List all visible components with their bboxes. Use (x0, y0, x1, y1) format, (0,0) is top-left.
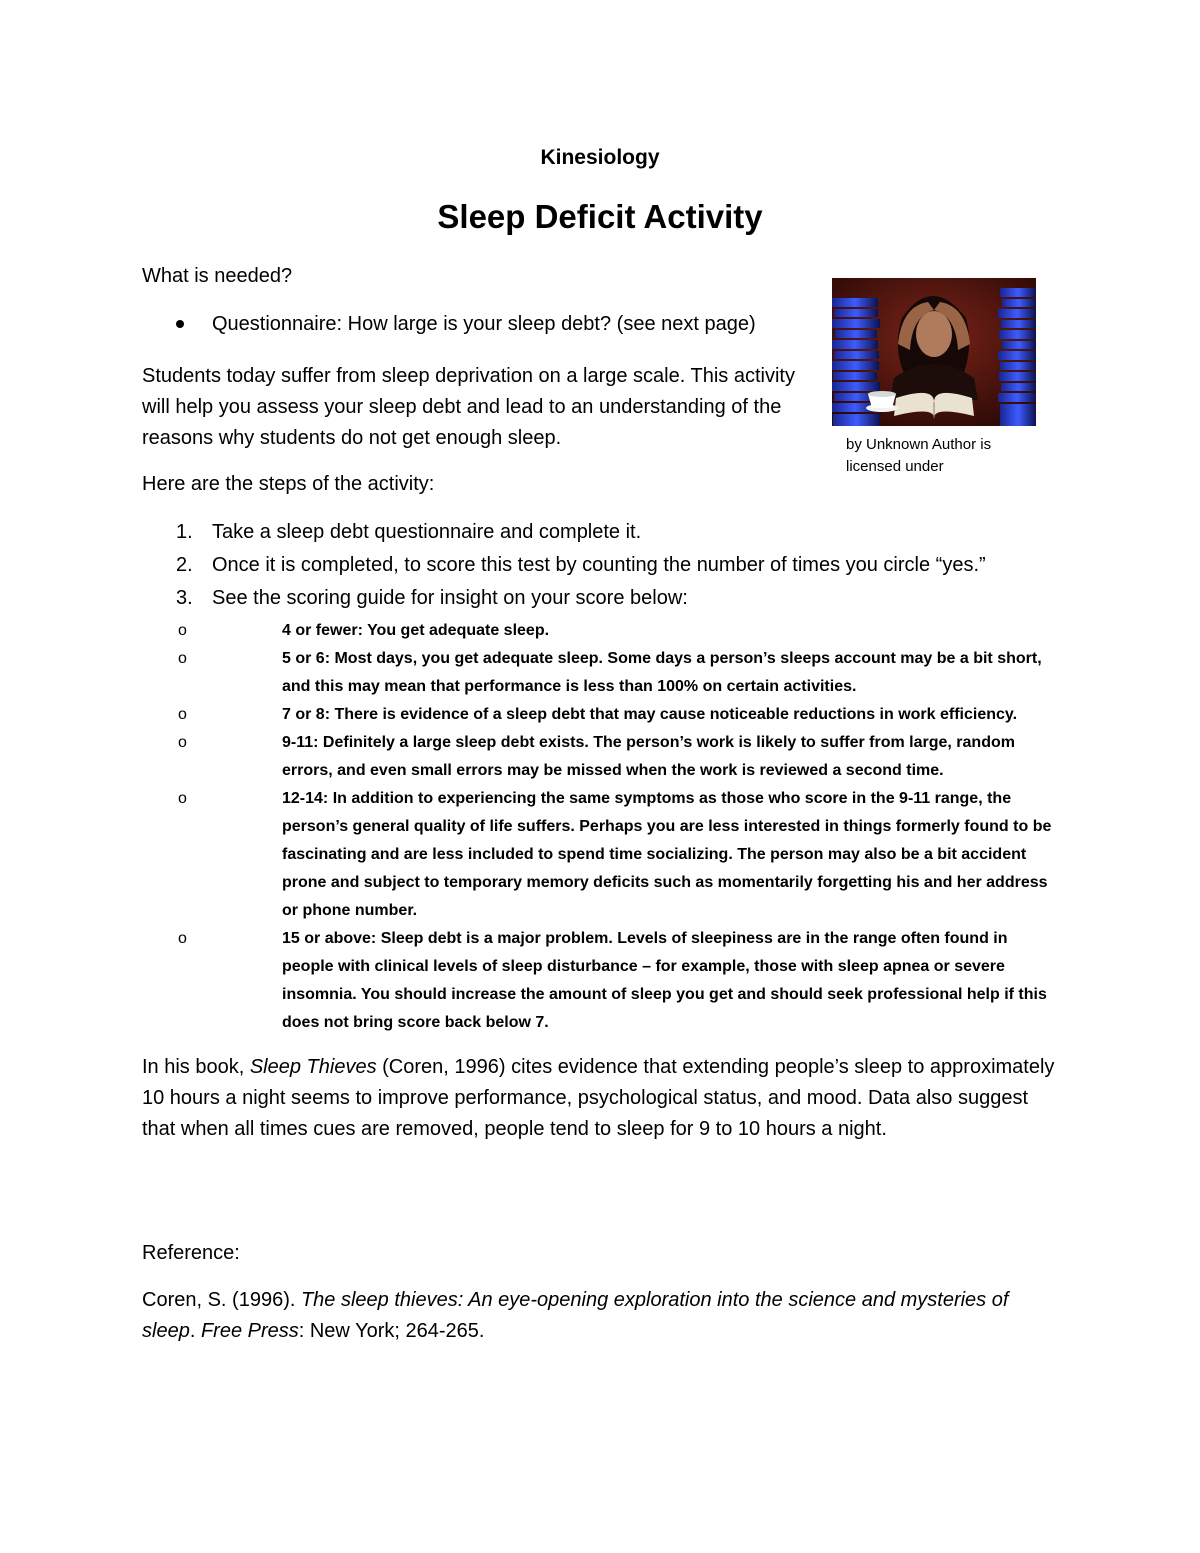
list-item (178, 925, 1058, 1037)
scoring-text: 7 or 8: There is evidence of a sleep debt that may cause noticeable reductions in work efficiency. (282, 706, 1018, 723)
circle-bullet-icon: o (178, 790, 187, 807)
needed-list (142, 309, 756, 340)
subject-heading: Kinesiology (540, 146, 660, 169)
ref-publisher: Free Press (200, 1320, 299, 1342)
scoring-guide-list (178, 617, 1062, 1037)
scoring-text: 4 or fewer: You get adequate sleep. (282, 622, 550, 639)
needed-heading: What is needed? (142, 265, 293, 287)
scoring-text: 12-14: In addition to experiencing the same symptoms as those who score in the 9-11 range, the person’s general quality of life suffers. Perhaps you are less interested in things formerly found to be fascinating and are less included to spend time socializing. The person may also be a bit accident prone and subject to temporary memory deficits such as momentarily forgetting his and her address or phone number. (282, 790, 1052, 919)
circle-bullet-icon: o (178, 706, 187, 723)
ref-rest: : New York; 264-265. (298, 1320, 485, 1342)
scoring-text: 5 or 6: Most days, you get adequate sleep. Some days a person’s sleeps account may be a bit short, and this may mean that performance is less than 100% on certain activities. (282, 650, 1042, 695)
coren-text-pre: In his book, (142, 1056, 250, 1078)
list-item (142, 582, 1062, 1037)
step-text: See the scoring guide for insight on your score below: (212, 587, 688, 609)
steps-list (142, 516, 1062, 1037)
page-title: Sleep Deficit Activity (437, 198, 763, 235)
intro-paragraph: Students today suffer from sleep deprivation on a large scale. This activity will help you assess your sleep debt and lead to an understanding of the reasons why students do not get enough sleep. (142, 365, 795, 449)
ref-title: The sleep thieves: An eye-opening exploration into the science and mysteries of sleep (142, 1289, 1009, 1342)
step-number: 1. (176, 521, 193, 543)
circle-bullet-icon: o (178, 622, 187, 639)
photo-illustration (832, 278, 1036, 426)
list-item (178, 729, 1058, 785)
list-item (178, 785, 1058, 925)
image-caption: by Unknown Author is licensed under (846, 436, 992, 475)
list-item (178, 701, 1058, 729)
list-item (142, 549, 1062, 582)
list-item (142, 516, 1062, 549)
coren-text-post: (Coren, 1996) cites evidence that extending people’s sleep to approximately 10 hours a night seems to improve performance, psychological status, and mood. Data also suggest that when all times cues are removed, people tend to sleep for 9 to 10 hours a night. (142, 1056, 1055, 1140)
step-number: 2. (176, 554, 193, 576)
list-item (178, 617, 1058, 645)
coren-paragraph (142, 1052, 1062, 1145)
circle-bullet-icon: o (178, 930, 187, 947)
step-number: 3. (176, 587, 193, 609)
book-title: Sleep Thieves (249, 1056, 377, 1078)
ref-author: Coren, S. (1996). (142, 1289, 301, 1311)
scoring-text: 15 or above: Sleep debt is a major problem. Levels of sleepiness are in the range often found in people with clinical levels of sleep disturbance – for example, those with sleep apnea or severe insomnia. You should increase the amount of sleep you get and should seek professional help if this does not bring score back below 7. (282, 930, 1047, 1031)
step-text: Take a sleep debt questionnaire and complete it. (212, 521, 642, 543)
scoring-text: 9-11: Definitely a large sleep debt exists. The person’s work is likely to suffer from large, random errors, and even small errors may be missed when the work is reviewed a second time. (282, 734, 1015, 779)
step-text: Once it is completed, to score this test by counting the number of times you circle “yes.” (212, 554, 986, 576)
ref-separator: . (189, 1320, 201, 1342)
list-item (142, 309, 756, 340)
document-page (142, 0, 1062, 1553)
reference-citation (142, 1285, 1062, 1347)
steps-heading: Here are the steps of the activity: (142, 473, 435, 495)
list-item (178, 645, 1058, 701)
bullet-icon (176, 320, 184, 328)
needed-item-text: Questionnaire: How large is your sleep debt? (see next page) (212, 313, 756, 335)
circle-bullet-icon: o (178, 734, 187, 751)
reference-heading: Reference: (142, 1242, 240, 1264)
student-studying-photo (832, 278, 1036, 426)
circle-bullet-icon: o (178, 650, 187, 667)
